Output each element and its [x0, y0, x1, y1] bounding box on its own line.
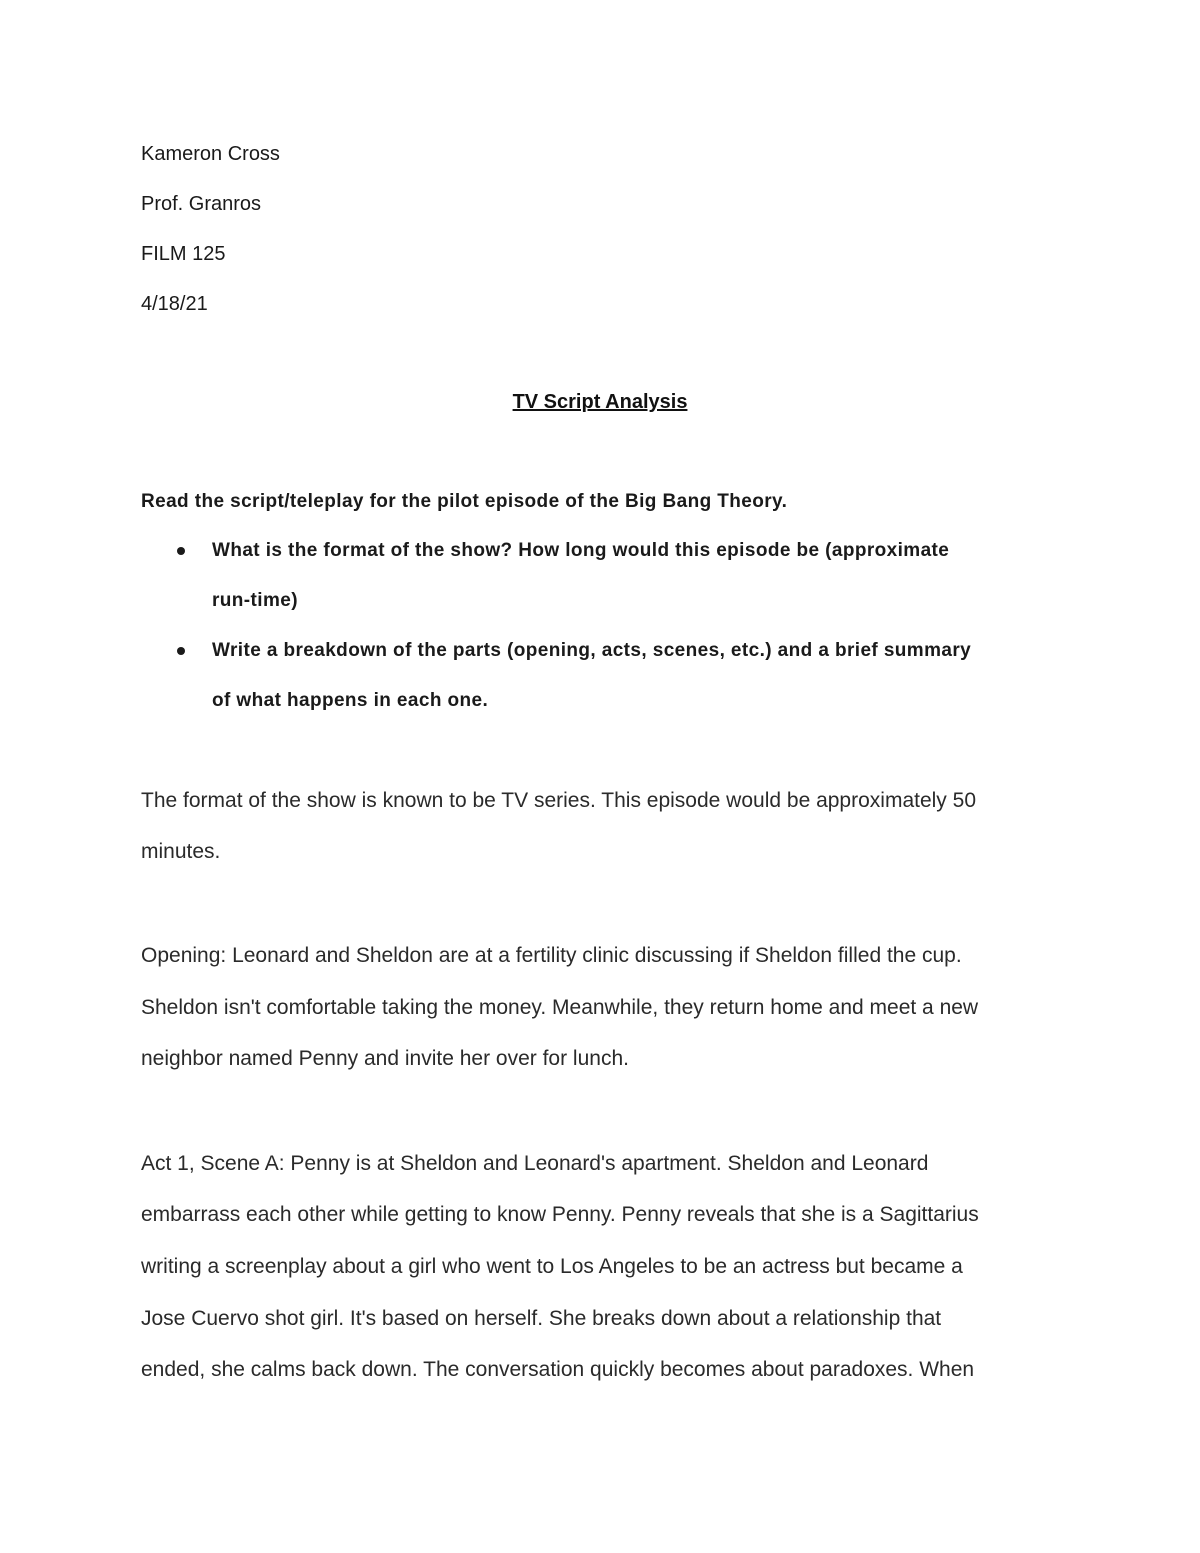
document-title: TV Script Analysis [512, 391, 688, 413]
opening-paragraph-line-3: neighbor named Penny and invite her over for lunch. [141, 1047, 629, 1070]
opening-paragraph-line-2: Sheldon isn't comfortable taking the money. Meanwhile, they return home and meet a new [141, 996, 979, 1019]
bullet-2-line-2: of what happens in each one. [212, 690, 489, 711]
bullet-dot-icon [177, 547, 185, 555]
bullet-1-line-1: What is the format of the show? How long would this episode be (approximate [212, 540, 950, 561]
prompt-intro: Read the script/teleplay for the pilot episode of the Big Bang Theory. [141, 491, 788, 512]
bullet-dot-icon [177, 647, 185, 655]
act1-paragraph-line-2: embarrass each other while getting to know Penny. Penny reveals that she is a Sagittarius [141, 1203, 979, 1226]
bullet-1-line-2: run-time) [212, 590, 298, 611]
act1-paragraph-line-5: ended, she calms back down. The conversation quickly becomes about paradoxes. When [141, 1358, 975, 1381]
act1-paragraph-line-3: writing a screenplay about a girl who went to Los Angeles to be an actress but became a [141, 1255, 963, 1278]
document-date: 4/18/21 [141, 293, 208, 315]
opening-paragraph-line-1: Opening: Leonard and Sheldon are at a fertility clinic discussing if Sheldon filled the cup. [141, 944, 962, 967]
act1-paragraph-line-4: Jose Cuervo shot girl. It's based on herself. She breaks down about a relationship that [141, 1307, 942, 1330]
author-name: Kameron Cross [141, 143, 280, 165]
format-paragraph-line-1: The format of the show is known to be TV series. This episode would be approximately 50 [141, 789, 976, 812]
bullet-2-line-1: Write a breakdown of the parts (opening, acts, scenes, etc.) and a brief summary [212, 640, 972, 661]
act1-paragraph-line-1: Act 1, Scene A: Penny is at Sheldon and Leonard's apartment. Sheldon and Leonard [141, 1152, 929, 1175]
course-code: FILM 125 [141, 243, 226, 265]
format-paragraph-line-2: minutes. [141, 840, 221, 863]
professor-name: Prof. Granros [141, 193, 262, 215]
